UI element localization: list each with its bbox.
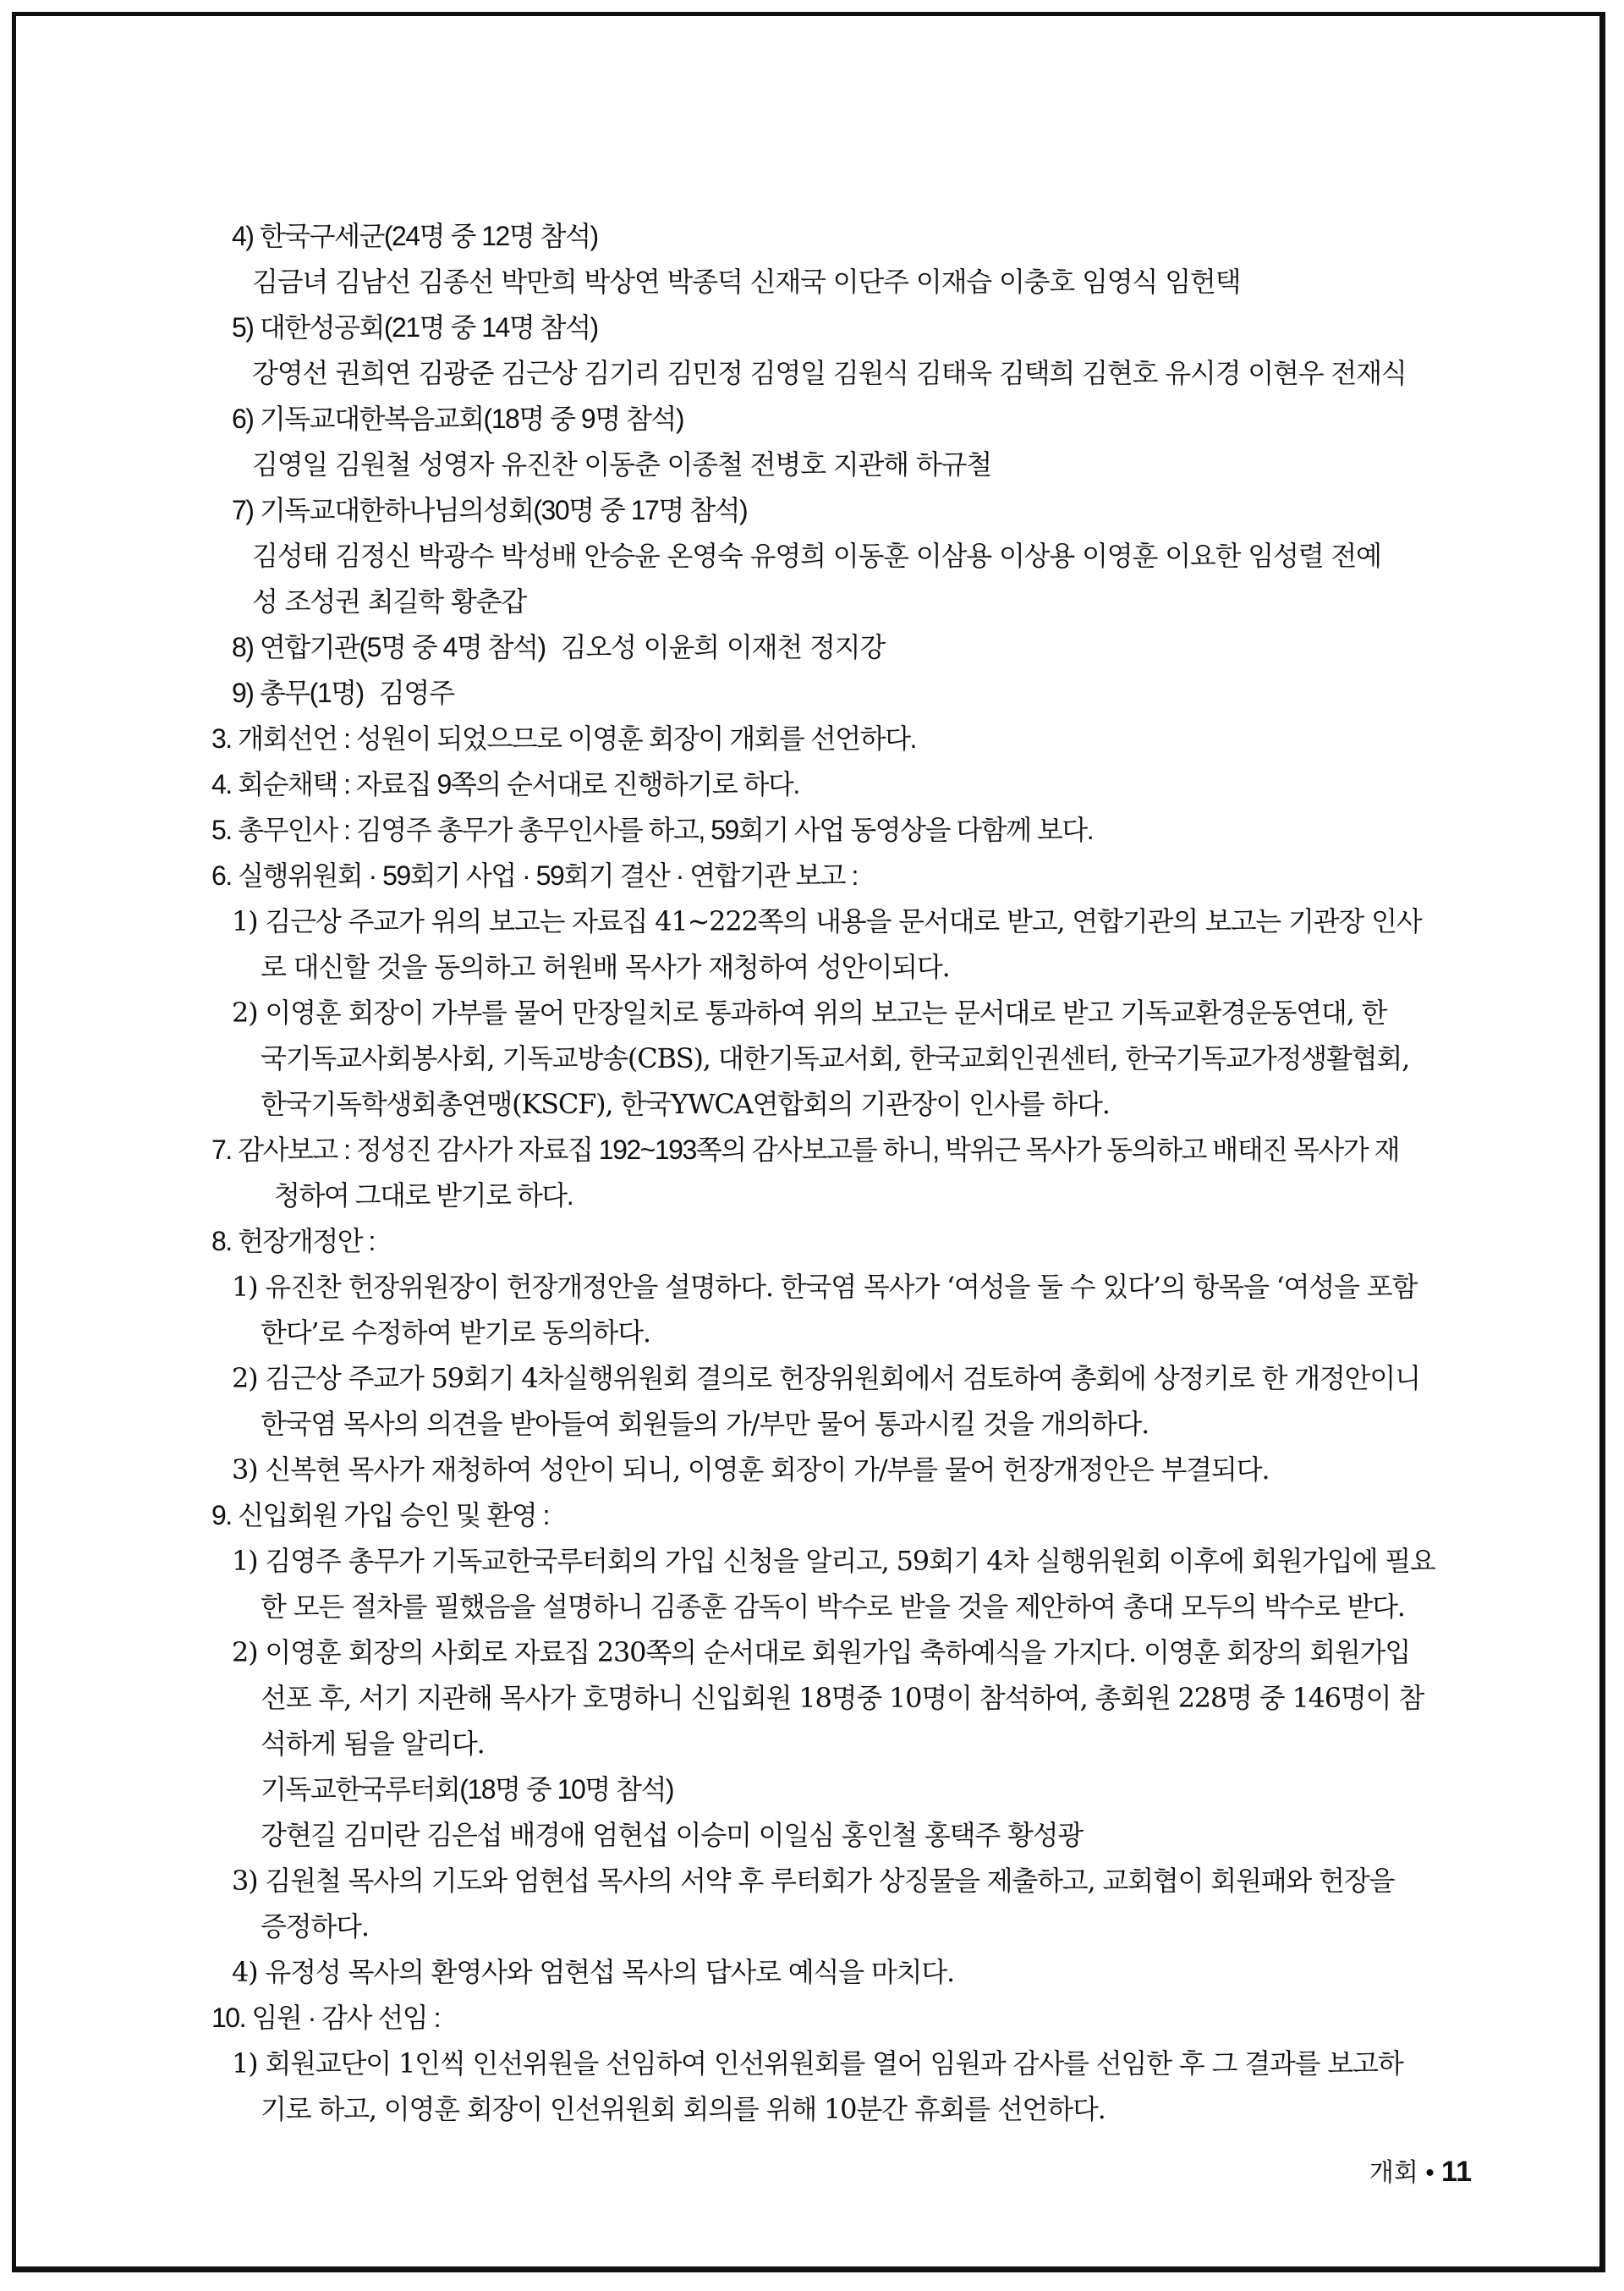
- section-7: 7. 감사보고 : 정성진 감사가 자료집 192~193쪽의 감사보고를 하니, 박위근 목사가 동의하고 배태진 목사가 재: [211, 1135, 1399, 1165]
- section-9-para-3: 3) 김원철 목사의 기도와 엄현섭 목사의 서약 후 루터회가 상징물을 제출하고, 교회협이 회원패와 헌장을: [232, 1865, 1395, 1897]
- item-6-heading: 6) 기독교대한복음교회(18명 중 9명 참석): [232, 404, 683, 434]
- item-7-names-line2: 성 조성권 최길학 황춘갑: [252, 585, 527, 618]
- section-9-para-2-cont2: 석하게 됨을 알리다.: [261, 1728, 485, 1760]
- section-6-para-1-cont: 로 대신할 것을 동의하고 허원배 목사가 재청하여 성안이되다.: [261, 951, 950, 983]
- section-9-sub-heading: 기독교한국루터회(18명 중 10명 참석): [261, 1774, 674, 1805]
- section-10-para-1-cont: 기로 하고, 이영훈 회장이 인선위원회 회의를 위해 10분간 휴회를 선언하다.: [261, 2093, 1106, 2125]
- section-9-para-3-cont: 증정하다.: [261, 1910, 369, 1942]
- section-6-title: 6. 실행위원회 · 59회기 사업 · 59회기 결산 · 연합기관 보고 :: [211, 860, 858, 891]
- item-8-names: 김오성 이윤희 이재천 정지강: [560, 631, 886, 663]
- section-7-cont: 청하여 그대로 받기로 하다.: [274, 1180, 573, 1211]
- section-6-para-2-cont: 국기독교사회봉사회, 기독교방송(CBS), 대한기독교서회, 한국교회인권센터, 한국기독교가정생활협회,: [261, 1042, 1410, 1074]
- section-8-para-2: 2) 김근상 주교가 59회기 4차실행위원회 결의로 헌장위원회에서 검토하여 총회에 상정키로 한 개정안이니: [232, 1362, 1420, 1394]
- section-8-para-1-cont: 한다’로 수정하여 받기로 동의하다.: [261, 1316, 650, 1349]
- section-9-sub-names: 강현길 김미란 김은섭 배경애 엄현섭 이승미 이일심 홍인철 홍택주 황성광: [261, 1819, 1084, 1851]
- section-9-para-2-cont: 선포 후, 서기 지관해 목사가 호명하니 신입회원 18명중 10명이 참석하여, 총회원 228명 중 146명이 참: [261, 1682, 1424, 1714]
- section-8-para-3: 3) 신복현 목사가 재청하여 성안이 되니, 이영훈 회장이 가/부를 물어 헌장개정안은 부결되다.: [232, 1453, 1270, 1486]
- footer-bullet: •: [1425, 2159, 1435, 2187]
- item-7-names-line1: 김성태 김정신 박광수 박성배 안승윤 온영숙 유영희 이동훈 이삼용 이상용 이영훈 이요한 임성렬 전예: [252, 540, 1381, 572]
- item-5-names: 강영선 권희연 김광준 김근상 김기리 김민정 김영일 김원식 김태욱 김택희 김현호 유시경 이현우 전재식: [252, 357, 1407, 389]
- item-5-heading: 5) 대한성공회(21명 중 14명 참석): [232, 312, 598, 343]
- page-footer: [1369, 2151, 1472, 2189]
- item-8-heading: 8) 연합기관(5명 중 4명 참석): [232, 632, 546, 662]
- section-8-title: 8. 헌장개정안 :: [211, 1226, 375, 1256]
- section-6-para-1: 1) 김근상 주교가 위의 보고는 자료집 41~222쪽의 내용을 문서대로 받고, 연합기관의 보고는 기관장 인사: [232, 905, 1422, 937]
- page-number: 11: [1441, 2156, 1472, 2188]
- item-8: [232, 624, 1472, 670]
- footer-label: 개회: [1369, 2159, 1418, 2187]
- item-7-heading: 7) 기독교대한하나님의성회(30명 중 17명 참석): [232, 495, 748, 525]
- section-10-para-1: 1) 회원교단이 1인씩 인선위원을 선임하여 인선위원회를 열어 임원과 감사를 선임한 후 그 결과를 보고하: [232, 2047, 1403, 2079]
- section-3: 3. 개회선언 : 성원이 되었으므로 이영훈 회장이 개회를 선언하다.: [211, 723, 916, 754]
- item-9-heading: 9) 총무(1명): [232, 678, 364, 708]
- item-6-names: 김영일 김원철 성영자 유진찬 이동춘 이종철 전병호 지관해 하규철: [252, 448, 992, 481]
- section-5: 5. 총무인사 : 김영주 총무가 총무인사를 하고, 59회기 사업 동영상을 다함께 보다.: [211, 815, 1094, 845]
- section-6-para-2-cont2: 한국기독학생회총연맹(KSCF), 한국YWCA연합회의 기관장이 인사를 하다.: [261, 1088, 1110, 1120]
- section-9-para-4: 4) 유정성 목사의 환영사와 엄현섭 목사의 답사로 예식을 마치다.: [232, 1956, 954, 1988]
- item-9-names: 김영주: [378, 677, 454, 709]
- section-9-para-1-cont: 한 모든 절차를 필했음을 설명하니 김종훈 감독이 박수로 받을 것을 제안하여 총대 모두의 박수로 받다.: [261, 1591, 1405, 1623]
- item-9: [232, 670, 1472, 716]
- section-9-title: 9. 신입회원 가입 승인 및 환영 :: [211, 1500, 549, 1530]
- document-body: [211, 213, 1472, 2132]
- section-9-para-1: 1) 김영주 총무가 기독교한국루터회의 가입 신청을 알리고, 59회기 4차 실행위원회 이후에 회원가입에 필요: [232, 1545, 1435, 1577]
- section-9-para-2: 2) 이영훈 회장의 사회로 자료집 230쪽의 순서대로 회원가입 축하예식을 가지다. 이영훈 회장의 회원가입: [232, 1636, 1411, 1668]
- section-6-para-2: 2) 이영훈 회장이 가부를 물어 만장일치로 통과하여 위의 보고는 문서대로 받고 기독교환경운동연대, 한: [232, 997, 1387, 1029]
- section-8-para-2-cont: 한국염 목사의 의견을 받아들여 회원들의 가/부만 물어 통과시킬 것을 개의하다.: [261, 1408, 1149, 1440]
- section-10-title: 10. 임원 · 감사 선임 :: [211, 2003, 440, 2033]
- item-4-heading: 4) 한국구세군(24명 중 12명 참석): [232, 221, 598, 251]
- section-8-para-1: 1) 유진찬 헌장위원장이 헌장개정안을 설명하다. 한국염 목사가 ‘여성을 둘 수 있다’의 항목을 ‘여성을 포함: [232, 1271, 1418, 1303]
- item-4-names: 김금녀 김남선 김종선 박만희 박상연 박종덕 신재국 이단주 이재습 이충호 임영식 임헌택: [252, 266, 1241, 298]
- section-4: 4. 회순채택 : 자료집 9쪽의 순서대로 진행하기로 하다.: [211, 769, 799, 799]
